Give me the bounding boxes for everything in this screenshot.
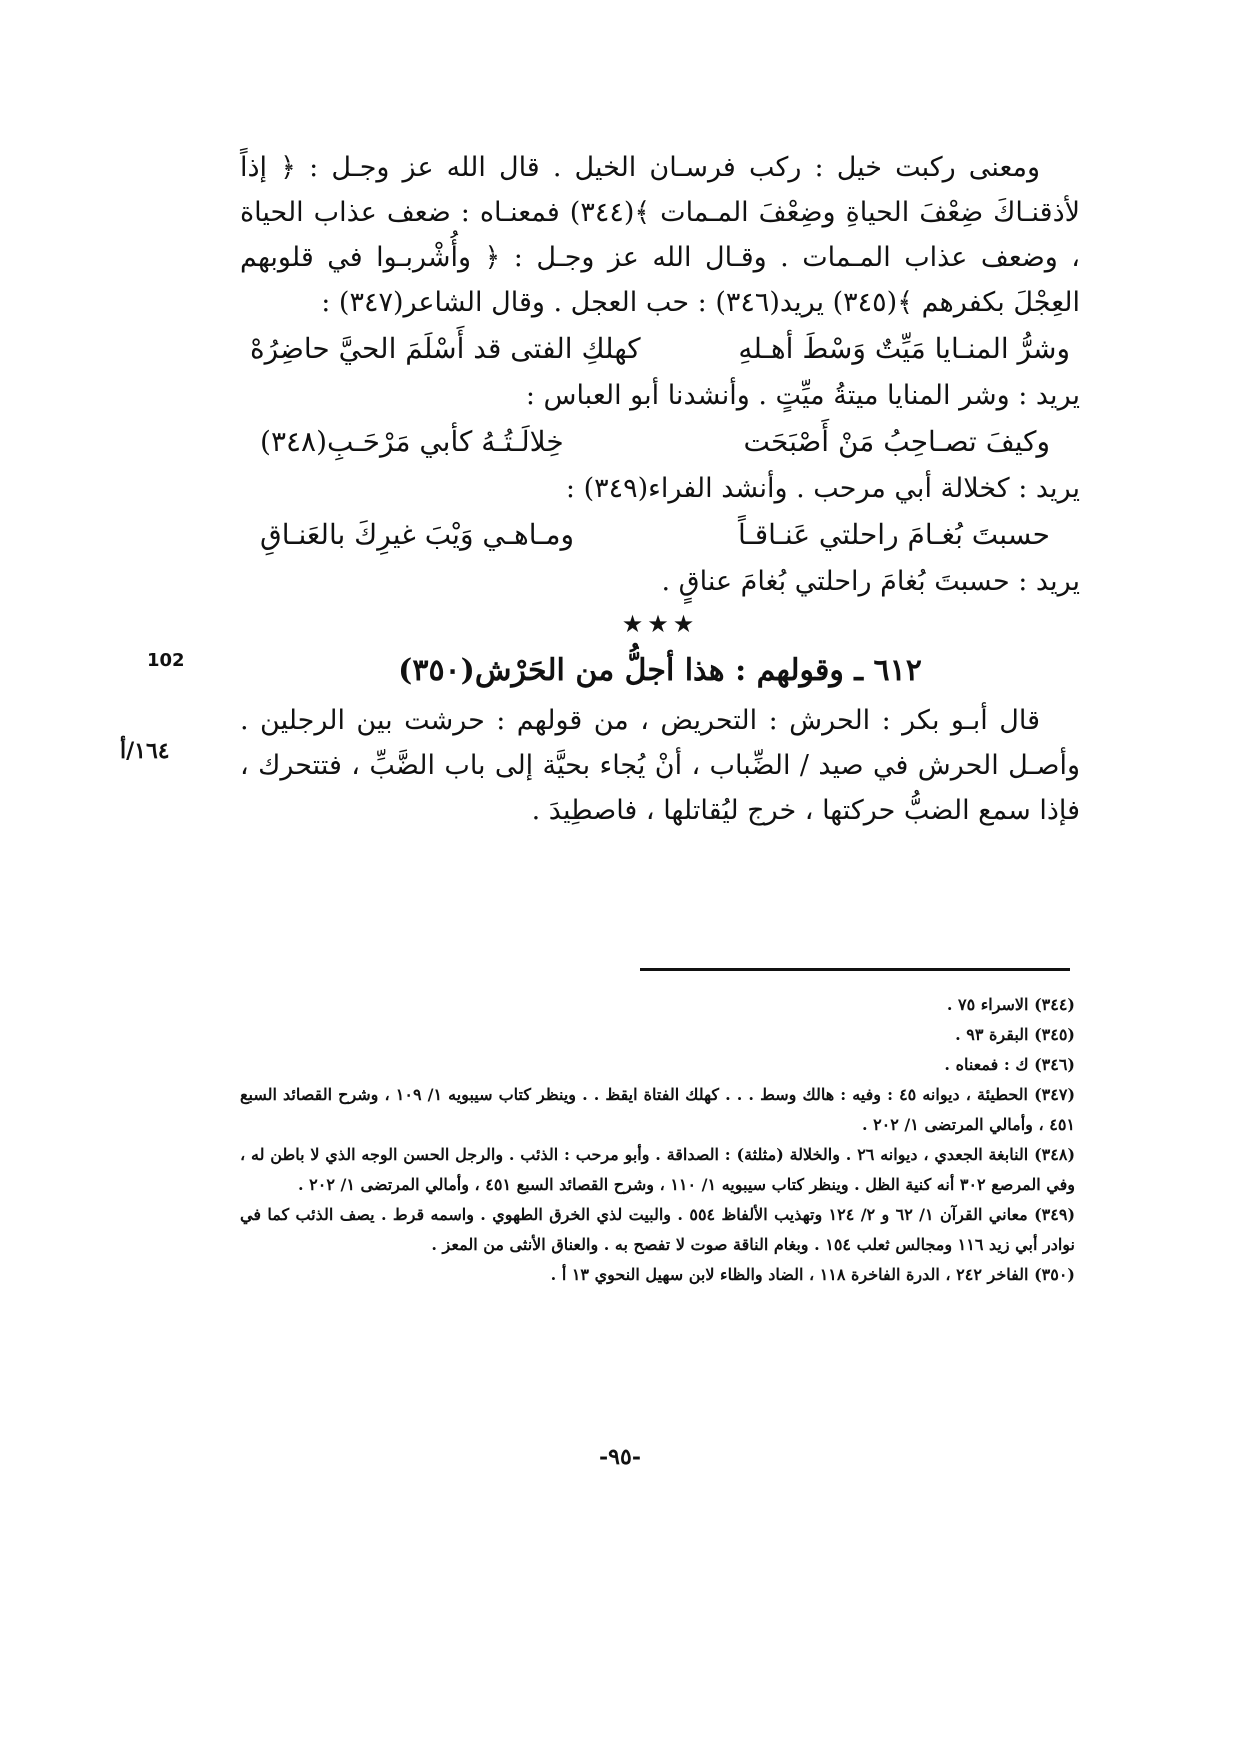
verse-2-first-hemistich: وكيفَ تصـاحِبُ مَنْ أَصْبَحَت: [743, 425, 1050, 458]
verse-2-second-hemistich: خِلالَـتُـهُ كأبي مَرْحَـبِ(٣٤٨): [260, 425, 564, 458]
verse-1: [240, 325, 1080, 373]
section-heading: ٦١٢ ـ وقولهم : هذا أجلُّ من الحَرْش(٣٥٠): [398, 653, 922, 688]
page-number: -٩٥-: [599, 1444, 641, 1470]
section-separator: ★★★: [621, 610, 699, 638]
footnote-344: (٣٤٤) الاسراء ٧٥ .: [946, 995, 1075, 1014]
footnote-divider: [640, 968, 1070, 971]
verse-3: [240, 511, 1080, 559]
margin-page-reference: 102: [147, 650, 185, 671]
verse-1-second-hemistich: كهلكِ الفتى قد أَسْلَمَ الحيَّ حاضِرُهْ: [250, 332, 641, 365]
paragraph-5: قال أبـو بكر : الحرش : التحريض ، من قولهم : حرشت بين الرجلين . وأصـل الحرش في صيد / الضِّباب ، أنْ يُجاء بحيَّة إلى باب الضَّبِّ ، فتتحرك ، فإذا سمع الضبُّ حركتها ، خرج ليُقاتلها ، فاصطِيدَ .: [240, 705, 1080, 826]
main-text: [240, 145, 1080, 833]
footnote-347: (٣٤٧) الحطيئة ، ديوانه ٤٥ : وفيه : هالك وسط . . . كهلك الفتاة ايقظ . . وينظر كتاب سيبويه ١/ ١٠٩ ، وشرح القصائد السبع ٤٥١ ، وأمالي المرتضى ١/ ٢٠٢ .: [240, 1085, 1076, 1134]
paragraph-4: يريد : حسبتَ بُغامَ راحلتي بُغامَ عناقٍ .: [661, 566, 1080, 597]
footnote-348: (٣٤٨) النابغة الجعدي ، ديوانه ٢٦ . والخلالة (مثلثة) : الصداقة . وأبو مرحب : الذئب . والرجل الحسن الوجه الذي لا باطن له ، وفي المرصع ٣٠٢ أنه كنية الظل . وينظر كتاب سيبويه ١/ ١١٠ ، وشرح القصائد السبع ٤٥١ ، وأمالي المرتضى ١/ ٢٠٢ .: [240, 1145, 1076, 1194]
footnotes: [240, 990, 1075, 1290]
paragraph-3: يريد : كخلالة أبي مرحب . وأنشد الفراء(٣٤٩) :: [565, 473, 1080, 504]
footnote-345: (٣٤٥) البقرة ٩٣ .: [955, 1025, 1075, 1044]
verse-3-second-hemistich: ومـاهـي وَيْبَ غيرِكَ بالعَنـاقِ: [260, 518, 574, 551]
footnote-349: (٣٤٩) معاني القرآن ١/ ٦٢ و ٢/ ١٢٤ وتهذيب الألفاظ ٥٥٤ . والبيت لذي الخرق الطهوي . واسمه قرط . يصف الذئب كما في نوادر أبي زيد ١١٦ ومجالس ثعلب ١٥٤ . وبغام الناقة صوت لا تفصح به . والعناق الأنثى من المعز .: [240, 1205, 1076, 1254]
paragraph-1: ومعنى ركبت خيل : ركب فرسـان الخيل . قال الله عز وجـل : ﴿ إذاً لأذقنـاكَ ضِعْفَ الحياةِ وضِعْفَ المـمات ﴾(٣٤٤) فمعنـاه : ضعف عذاب الحياة ، وضعف عذاب المـمات . وقـال الله عز وجـل : ﴿ وأُشْربـوا في قلوبهم العِجْلَ بكفرهم ﴾(٣٤٥) يريد(٣٤٦) : حب العجل . وقال الشاعر(٣٤٧) :: [240, 152, 1080, 318]
verse-2: [240, 418, 1080, 466]
footnote-350: (٣٥٠) الفاخر ٢٤٢ ، الدرة الفاخرة ١١٨ ، الضاد والظاء لابن سهيل النحوي ١٣ أ .: [550, 1265, 1075, 1284]
verse-1-first-hemistich: وشرُّ المنـايا مَيِّتٌ وَسْطَ أهـلهِ: [738, 332, 1070, 365]
footnote-346: (٣٤٦) ك : فمعناه .: [944, 1055, 1075, 1074]
margin-folio-marker: ١٦٤/أ: [120, 738, 170, 764]
paragraph-2: يريد : وشر المنايا ميتةُ ميِّتٍ . وأنشدنا أبو العباس :: [525, 380, 1080, 411]
verse-3-first-hemistich: حسبتَ بُغـامَ راحلتي عَنـاقـاً: [738, 518, 1050, 551]
